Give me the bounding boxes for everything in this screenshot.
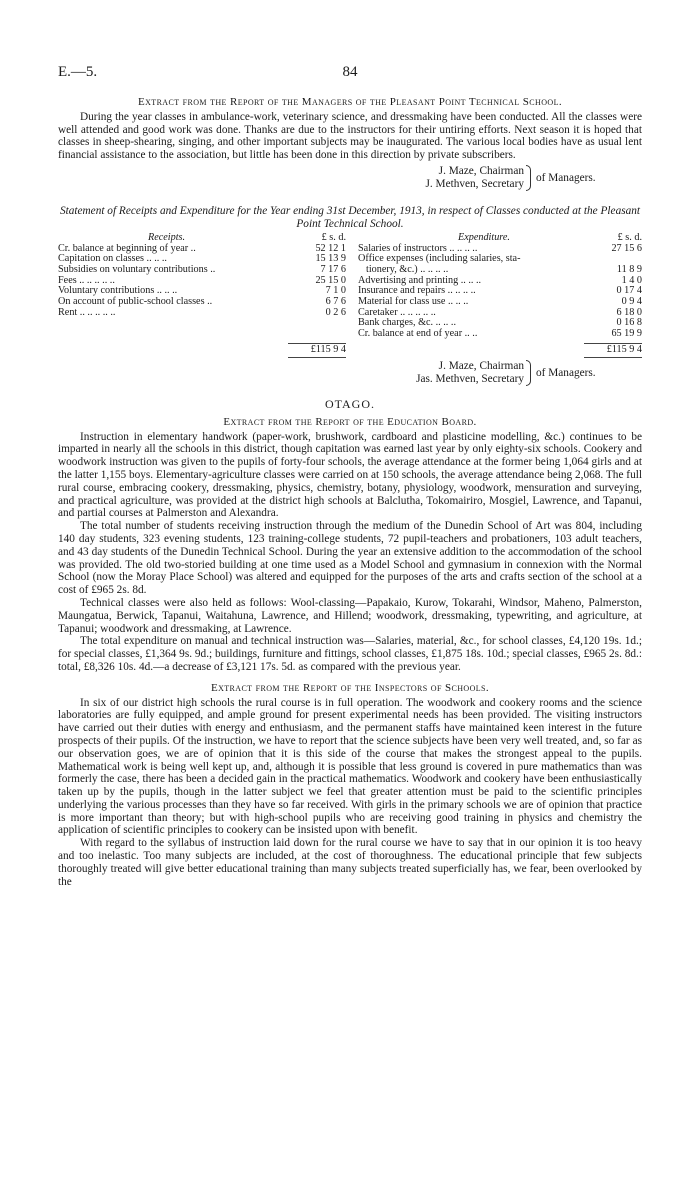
receipt-label: Rent .. .. .. .. .. <box>58 306 116 318</box>
expenditure-label: Caretaker .. .. .. .. .. <box>358 306 436 318</box>
inspectors-paragraph: With regard to the syllabus of instruction laid down for the rural course we have to say that in our opinion it is too heavy and too inelastic. Too many subjects are included, at the cost of thoroughness. The educational principle that few subjects thoroughly treated will give better educational training than many subjects treated superficially has, we fear, been overlooked by the <box>58 837 642 888</box>
receipts-total: £115 9 4 <box>288 343 346 358</box>
currency-heading: £ s. d. <box>617 231 642 243</box>
receipt-amount: 0 2 6 <box>325 306 346 318</box>
pleasant-point-heading: Extract from the Report of the Managers of the Pleasant Point Technical School. <box>137 96 563 108</box>
chairman-name: J. Maze, Chairman <box>438 164 524 177</box>
expenditure-column <box>358 233 642 340</box>
brace-icon <box>526 165 531 191</box>
receipt-label: Subsidies on voluntary contributions .. <box>58 264 216 276</box>
currency-heading: £ s. d. <box>321 231 346 243</box>
expenditure-label: Advertising and printing .. .. .. <box>358 274 482 286</box>
board-paragraph: The total number of students receiving instruction through the medium of the Dunedin School of Art was 804, including 140 day students, 323 evening students, 123 training-college students, 72 pupil-teachers and probationers, 103 adult teachers, and 43 day students of the Dunedin Technical School. During the year an extensive addition to the accommodation of the school was provided. The old two-storied building at one time used as a Model School and gymnasium in connexion with the Normal School (now the Moray Place School) was altered and equipped for the purposes of the arts and crafts section of the school at a cost of £965 2s. 8d. <box>58 520 642 597</box>
of-managers: of Managers. <box>536 366 596 379</box>
expenditure-amount: 0 17 4 <box>616 285 642 297</box>
page-number: 84 <box>342 64 358 80</box>
receipt-label: Capitation on classes .. .. .. <box>58 253 167 265</box>
expenditure-amount: 11 8 9 <box>616 264 642 276</box>
expenditure-label: tionery, &c.) .. .. .. .. <box>366 264 449 276</box>
statement-title: Statement of Receipts and Expenditure for the Year ending 31st December, 1913, in respect of Classes conducted at the Pleasant Point Technical School. <box>59 204 641 230</box>
expenditure-amount: 1 4 0 <box>621 274 642 286</box>
inspectors-heading: Extract from the Report of the Inspectors of Schools. <box>210 681 490 694</box>
receipt-amount: 7 1 0 <box>325 285 346 297</box>
expenditure-amount: 0 9 4 <box>621 296 642 308</box>
of-managers: of Managers. <box>536 171 596 184</box>
signature-block-2 <box>58 360 642 390</box>
education-board-heading: Extract from the Report of the Education Board. <box>223 415 477 428</box>
board-paragraph: The total expenditure on manual and technical instruction was—Salaries, material, &c., for school classes, £4,120 19s. 1d.; for special classes, £1,364 9s. 9d.; buildings, furniture and fittings, school classes, £1,875 18s. 10d.; special classes, £965 2s. 8d.: total, £8,326 10s. 4d.—a decrease of £3,121 17s. 5d. as compared with the previous year. <box>58 635 642 673</box>
expenditure-total: £115 9 4 <box>584 343 642 358</box>
brace-icon <box>526 360 531 386</box>
expenditure-amount: 65 19 9 <box>611 328 642 340</box>
receipt-label: On account of public-school classes .. <box>58 296 213 308</box>
expenditure-amount: 6 18 0 <box>616 306 642 318</box>
expenditure-amount: 0 16 8 <box>616 317 642 329</box>
receipts-expenditure-table <box>58 233 642 357</box>
expenditure-label: Bank charges, &c. .. .. .. <box>358 317 456 329</box>
expenditure-amount: 27 15 6 <box>611 242 642 254</box>
expenditure-label: Office expenses (including salaries, sta- <box>358 253 521 265</box>
receipt-label: Cr. balance at beginning of year .. <box>58 242 196 254</box>
secretary-name: Jas. Methven, Secretary <box>416 372 524 385</box>
page-header <box>58 64 642 82</box>
chairman-name: J. Maze, Chairman <box>438 359 524 372</box>
receipts-column <box>58 233 346 319</box>
expenditure-label: Material for class use .. .. .. <box>358 296 469 308</box>
expenditure-label: Salaries of instructors .. .. .. .. <box>358 242 478 254</box>
receipt-amount: 7 17 6 <box>320 264 346 276</box>
expenditure-label: Cr. balance at end of year .. .. <box>358 328 478 340</box>
section-code: E.—5. <box>58 64 98 80</box>
receipt-amount: 6 7 6 <box>325 296 346 308</box>
board-paragraph: Instruction in elementary handwork (paper-work, brushwork, cardboard and plasticine modelling, &c.) continues to be imparted in nearly all the schools in this district, though capitation was earned last year by only eighty-six schools. Cookery and woodwork instruction was given to the pupils of forty-four schools, the average attendance at the former being 1,064 girls and at the latter 1,155 boys. Elementary-agriculture classes were carried on at 150 schools, the average attendance being 2,068. The full rural course, embracing cookery, dressmaking, physics, chemistry, botany, physiology, woodwork, mensuration and surveying, and practical agriculture, was provided at the district high schools at Balclutha, Tokomairiro, Mosgiel, Lawrence, and Tapanui, and partial courses at Palmerston and Alexandra. <box>58 430 642 520</box>
signature-block-1 <box>58 165 642 195</box>
expenditure-row <box>358 329 642 340</box>
pleasant-point-paragraph: During the year classes in ambulance-work, veterinary science, and dressmaking have been conducted. All the classes were well attended and good work was done. Thanks are due to the instructors for their untiring efforts. Next season it is hoped that classes in sheep-shearing, singing, and other important subjects may be inaugurated. The various local bodies have as usual lent financial assistance to the association, but little has been done in this direction by private subscribers. <box>58 110 642 162</box>
receipt-amount: 52 12 1 <box>315 242 346 254</box>
receipt-row <box>58 308 346 319</box>
otago-title: OTAGO. <box>324 396 376 411</box>
receipt-amount: 25 15 0 <box>315 274 346 286</box>
page-content <box>58 96 642 888</box>
expenditure-heading: Expenditure. <box>458 231 510 243</box>
receipts-heading: Receipts. <box>148 231 186 243</box>
inspectors-paragraph: In six of our district high schools the rural course is in full operation. The woodwork and cookery rooms and the science laboratories are fully equipped, and ample ground for present experimental needs has been provided. The visiting instructors have carried out their duties with energy and enthusiasm, and the permanent staffs have maintained keen interest in the future prospects of their pupils. Of the instruction, we have to report that the science subjects have been very well treated, and, so far as our observation goes, we are of opinion that it is this side of the course that makes the strongest appeal to the pupils. Mathematical work is being well kept up, and, although it is possible that less ground is covered in pure mathematics than was formerly the case, there has been a decided gain in the practical mathematics. Woodwork and cookery have been enthusiastically taken up by the pupils, though in the latter subject we feel that greater attention must be paid to the scientific principles underlying the various processes than they have so far received. With girls in the primary schools we are of opinion that practice is more important than theory; but with high-school pupils who are receiving good training in physics and chemistry the application of scientific principles to cookery can be insisted upon with benefit. <box>58 696 642 837</box>
receipt-amount: 15 13 9 <box>315 253 346 265</box>
signature-names <box>384 360 524 386</box>
expenditure-label: Insurance and repairs .. .. .. .. <box>358 285 476 297</box>
secretary-name: J. Methven, Secretary <box>425 177 524 190</box>
board-paragraph: Technical classes were also held as follows: Wool-classing—Papakaio, Kurow, Tokarahi, Windsor, Maheno, Palmerston, Maungatua, Berwick, Tapanui, Waitahuna, Lawrence, and Hillend; woodwork, dressmaking, typewriting, and agriculture, at Tapanui; woodwork and dressmaking, at Lawrence. <box>58 596 642 635</box>
signature-names <box>384 165 524 191</box>
receipt-label: Voluntary contributions .. .. .. <box>58 285 178 297</box>
receipt-label: Fees .. .. .. .. .. <box>58 274 115 286</box>
